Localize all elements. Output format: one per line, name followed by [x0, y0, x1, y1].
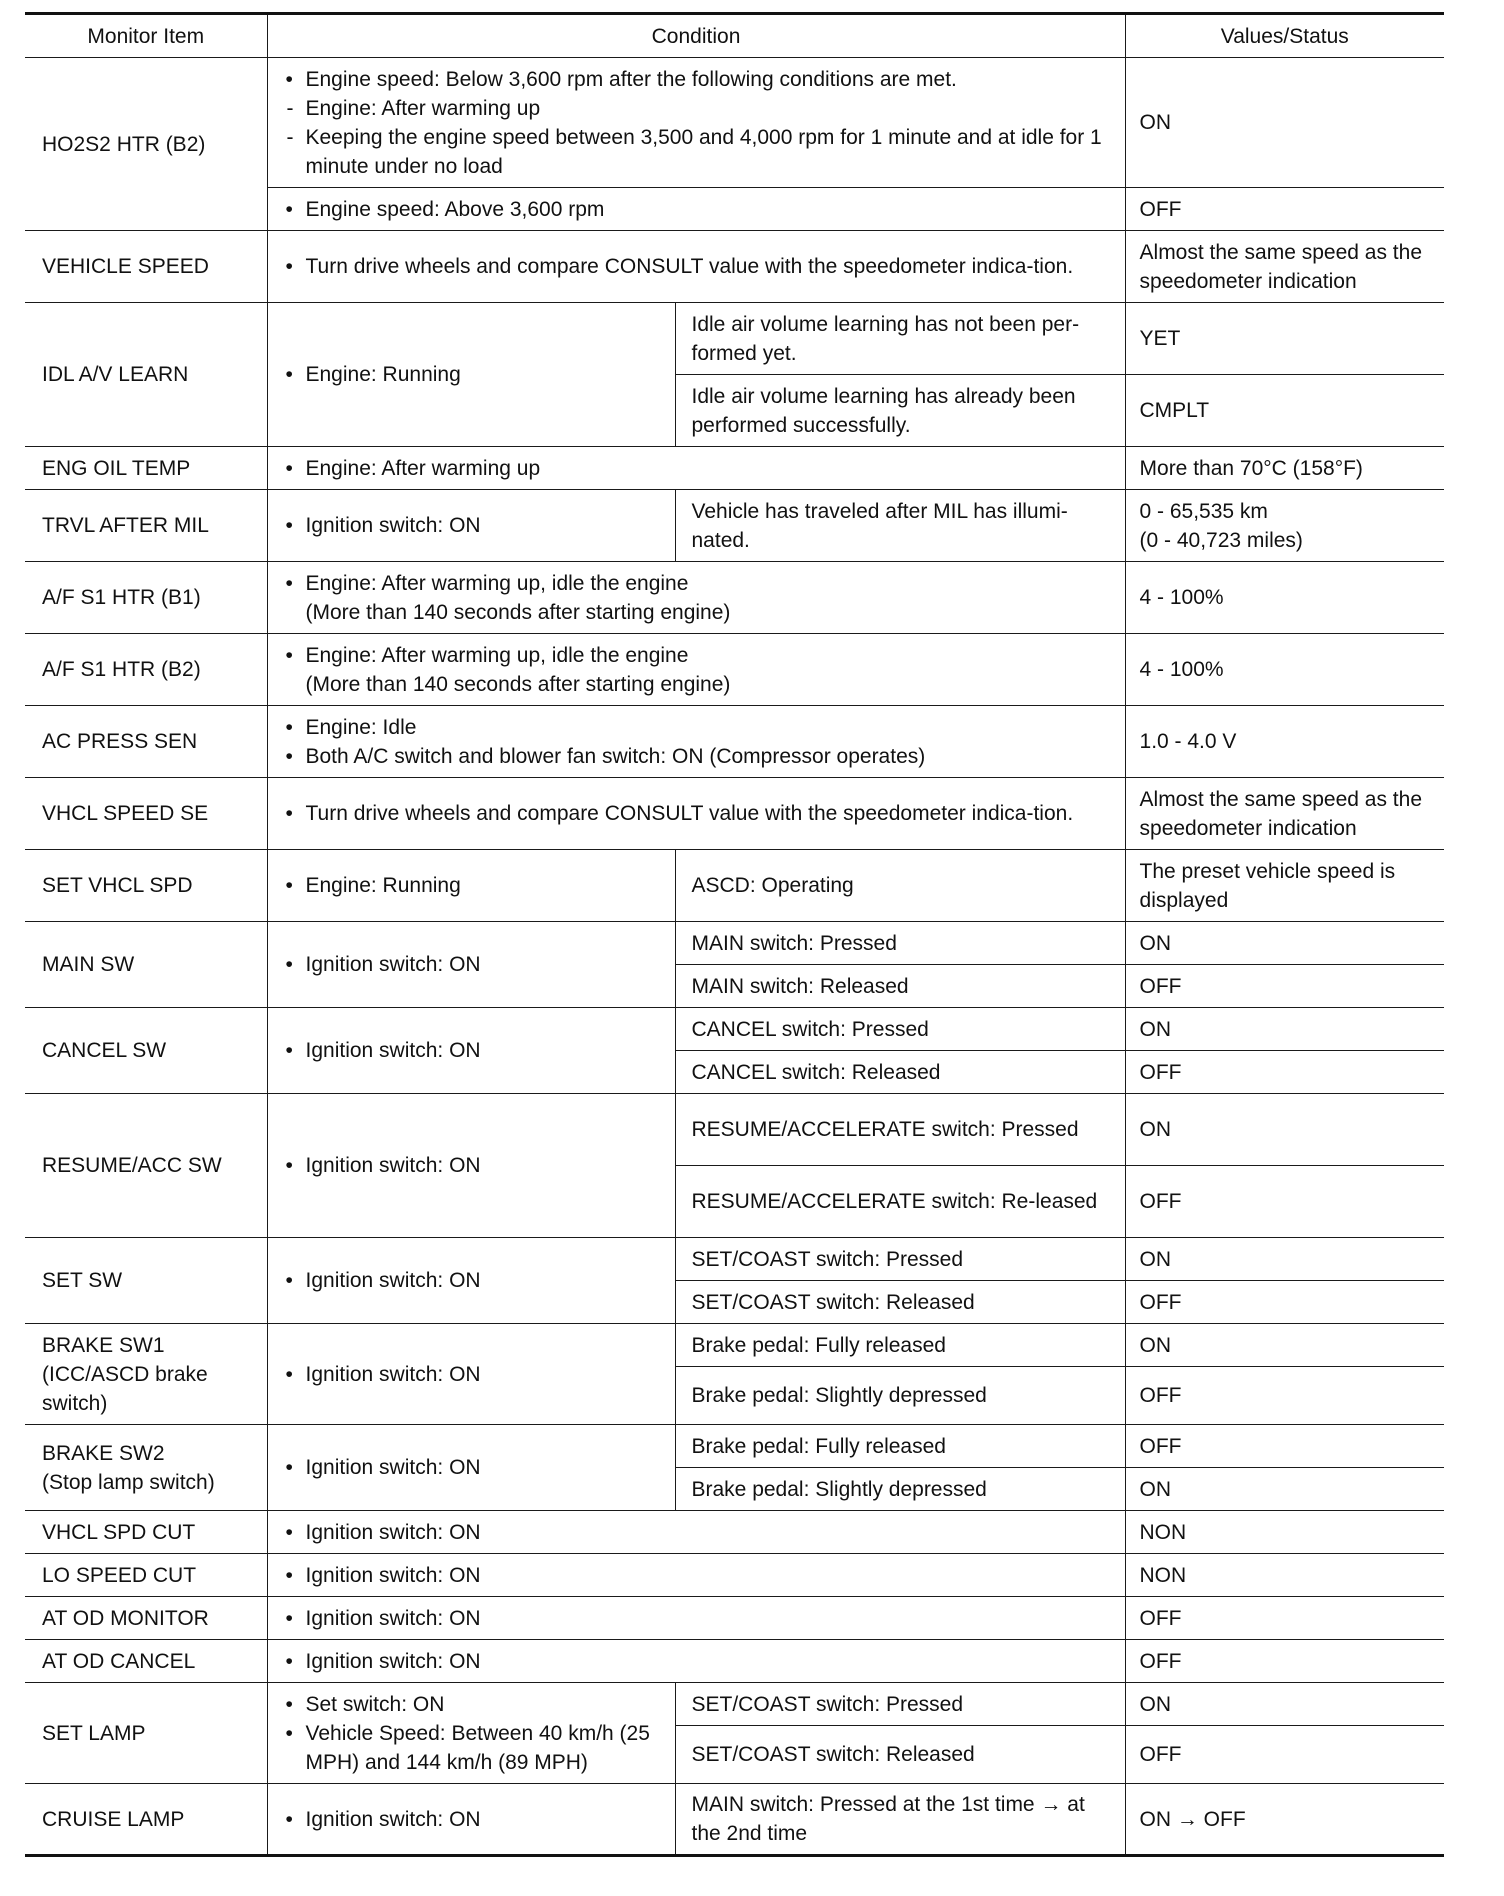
- table-row: [25, 778, 1444, 850]
- sub-condition-cell: ASCD: Operating: [675, 850, 1125, 922]
- value-cell: OFF: [1125, 1367, 1444, 1425]
- value-cell: ON: [1125, 922, 1444, 965]
- value-cell: [1125, 490, 1444, 562]
- sub-condition-cell: RESUME/ACCELERATE switch: Re-leased: [675, 1166, 1125, 1238]
- monitor-item-line: (Stop lamp switch): [42, 1470, 215, 1494]
- condition-continuation: (More than 140 seconds after starting engine): [305, 672, 731, 696]
- condition-cell: [267, 634, 1125, 706]
- monitor-item: VHCL SPD CUT: [25, 1511, 267, 1554]
- table-row: [25, 1238, 1444, 1281]
- monitor-item: A/F S1 HTR (B1): [25, 562, 267, 634]
- table-row: [25, 1554, 1444, 1597]
- value-cell: ON: [1125, 1683, 1444, 1726]
- condition-cell: [267, 447, 1125, 490]
- sub-condition-cell: Brake pedal: Fully released: [675, 1425, 1125, 1468]
- value-line: 0 - 65,535 km: [1139, 499, 1268, 523]
- table-row: [25, 922, 1444, 965]
- table-row: [25, 447, 1444, 490]
- table-row: [25, 303, 1444, 375]
- condition-bullet: • Engine: After warming up: [284, 454, 1114, 483]
- condition-cell: [267, 1008, 675, 1094]
- value-cell: ON: [1125, 1324, 1444, 1367]
- monitor-table-sheet: [25, 12, 1444, 1857]
- sub-condition-cell: CANCEL switch: Pressed: [675, 1008, 1125, 1051]
- condition-cell: [267, 562, 1125, 634]
- condition-bullet: • Engine: Running: [284, 871, 664, 900]
- sub-condition-cell: MAIN switch: Released: [675, 965, 1125, 1008]
- sub-condition-cell: MAIN switch: Pressed at the 1st time → at the 2nd time: [675, 1784, 1125, 1856]
- table-row: [25, 562, 1444, 634]
- monitor-items-table: [25, 12, 1444, 1857]
- table-row: [25, 706, 1444, 778]
- condition-bullet: • Ignition switch: ON: [284, 1151, 664, 1180]
- monitor-item: AC PRESS SEN: [25, 706, 267, 778]
- table-row: [25, 490, 1444, 562]
- monitor-item: CANCEL SW: [25, 1008, 267, 1094]
- monitor-item: A/F S1 HTR (B2): [25, 634, 267, 706]
- condition-continuation: (More than 140 seconds after starting engine): [305, 600, 731, 624]
- monitor-item: CRUISE LAMP: [25, 1784, 267, 1856]
- monitor-item: MAIN SW: [25, 922, 267, 1008]
- condition-bullet: • Ignition switch: ON: [284, 1805, 664, 1834]
- value-cell: OFF: [1125, 1051, 1444, 1094]
- sub-condition-cell: RESUME/ACCELERATE switch: Pressed: [675, 1094, 1125, 1166]
- value-cell: OFF: [1125, 1166, 1444, 1238]
- table-row: [25, 1008, 1444, 1051]
- condition-cell: [267, 1094, 675, 1238]
- table-row: [25, 1094, 1444, 1166]
- monitor-item-line: BRAKE SW1: [42, 1333, 165, 1357]
- condition-bullet: • Turn drive wheels and compare CONSULT value with the speedometer indica-tion.: [284, 799, 1114, 828]
- value-cell: NON: [1125, 1554, 1444, 1597]
- table-row: [25, 1425, 1444, 1468]
- condition-bullet: • Engine: Idle: [284, 713, 1114, 742]
- value-cell: YET: [1125, 303, 1444, 375]
- value-cell: Almost the same speed as the speedometer indication: [1125, 231, 1444, 303]
- condition-cell: [267, 490, 675, 562]
- sub-condition-cell: SET/COAST switch: Released: [675, 1726, 1125, 1784]
- condition-cell: [267, 188, 1125, 231]
- condition-bullet: • Engine speed: Below 3,600 rpm after the following conditions are met.: [284, 65, 1114, 94]
- value-cell: More than 70°C (158°F): [1125, 447, 1444, 490]
- condition-cell: [267, 1425, 675, 1511]
- table-row: [25, 1511, 1444, 1554]
- condition-cell: [267, 850, 675, 922]
- condition-bullet: • Ignition switch: ON: [284, 1561, 1114, 1590]
- monitor-item: SET VHCL SPD: [25, 850, 267, 922]
- value-cell: OFF: [1125, 965, 1444, 1008]
- value-cell: CMPLT: [1125, 375, 1444, 447]
- condition-bullet: • Ignition switch: ON: [284, 950, 664, 979]
- value-cell: NON: [1125, 1511, 1444, 1554]
- value-cell: 4 - 100%: [1125, 562, 1444, 634]
- condition-cell: [267, 1324, 675, 1425]
- monitor-item: HO2S2 HTR (B2): [25, 58, 267, 231]
- condition-dash: - Keeping the engine speed between 3,500 and 4,000 rpm for 1 minute and at idle for 1 minute under no load: [284, 123, 1114, 181]
- table-row: [25, 1683, 1444, 1726]
- condition-bullet: • Set switch: ON: [284, 1690, 664, 1719]
- condition-bullet: • Engine: Running: [284, 360, 664, 389]
- condition-cell: [267, 303, 675, 447]
- value-cell: Almost the same speed as the speedometer indication: [1125, 778, 1444, 850]
- condition-cell: [267, 706, 1125, 778]
- header-row: [25, 14, 1444, 58]
- condition-bullet: • Ignition switch: ON: [284, 511, 664, 540]
- value-cell: OFF: [1125, 1597, 1444, 1640]
- table-row: [25, 1597, 1444, 1640]
- condition-bullet: • Ignition switch: ON: [284, 1604, 1114, 1633]
- header-values-status: Values/Status: [1125, 14, 1444, 58]
- sub-condition-cell: Brake pedal: Slightly depressed: [675, 1468, 1125, 1511]
- condition-cell: [267, 922, 675, 1008]
- value-cell: OFF: [1125, 1726, 1444, 1784]
- value-cell: ON: [1125, 1238, 1444, 1281]
- condition-bullet: • Ignition switch: ON: [284, 1360, 664, 1389]
- table-row: [25, 1324, 1444, 1367]
- condition-bullet: • Engine: After warming up, idle the engine: [284, 641, 1114, 670]
- sub-condition-cell: Brake pedal: Fully released: [675, 1324, 1125, 1367]
- table-row: [25, 231, 1444, 303]
- sub-condition-cell: SET/COAST switch: Pressed: [675, 1238, 1125, 1281]
- table-row: [25, 850, 1444, 922]
- value-cell: OFF: [1125, 1640, 1444, 1683]
- value-cell: ON: [1125, 1008, 1444, 1051]
- monitor-item: TRVL AFTER MIL: [25, 490, 267, 562]
- value-cell: ON → OFF: [1125, 1784, 1444, 1856]
- condition-bullet: • Ignition switch: ON: [284, 1518, 1114, 1547]
- header-monitor-item: Monitor Item: [25, 14, 267, 58]
- monitor-item-line: (ICC/ASCD brake switch): [42, 1362, 208, 1415]
- condition-cell: [267, 231, 1125, 303]
- monitor-item: SET LAMP: [25, 1683, 267, 1784]
- sub-condition-cell: CANCEL switch: Released: [675, 1051, 1125, 1094]
- condition-cell: [267, 778, 1125, 850]
- monitor-item: RESUME/ACC SW: [25, 1094, 267, 1238]
- value-cell: ON: [1125, 58, 1444, 188]
- value-cell: OFF: [1125, 1425, 1444, 1468]
- condition-cell: [267, 1640, 1125, 1683]
- condition-dash: - Engine: After warming up: [284, 94, 1114, 123]
- condition-bullet: • Turn drive wheels and compare CONSULT value with the speedometer indica-tion.: [284, 252, 1114, 281]
- header-condition: Condition: [267, 14, 1125, 58]
- value-cell: 1.0 - 4.0 V: [1125, 706, 1444, 778]
- condition-bullet: • Ignition switch: ON: [284, 1266, 664, 1295]
- sub-condition-cell: Idle air volume learning has not been per-formed yet.: [675, 303, 1125, 375]
- monitor-item: [25, 1324, 267, 1425]
- condition-cell: [267, 58, 1125, 188]
- monitor-item: VHCL SPEED SE: [25, 778, 267, 850]
- monitor-item: LO SPEED CUT: [25, 1554, 267, 1597]
- monitor-item: SET SW: [25, 1238, 267, 1324]
- condition-bullet: • Engine speed: Above 3,600 rpm: [284, 195, 1114, 224]
- condition-cell: [267, 1511, 1125, 1554]
- monitor-item: IDL A/V LEARN: [25, 303, 267, 447]
- value-cell: OFF: [1125, 1281, 1444, 1324]
- value-line: (0 - 40,723 miles): [1139, 528, 1303, 552]
- sub-condition-cell: SET/COAST switch: Pressed: [675, 1683, 1125, 1726]
- condition-cell: [267, 1597, 1125, 1640]
- monitor-item-line: BRAKE SW2: [42, 1441, 165, 1465]
- sub-condition-cell: Vehicle has traveled after MIL has illumi-nated.: [675, 490, 1125, 562]
- condition-bullet: • Ignition switch: ON: [284, 1036, 664, 1065]
- table-row: [25, 58, 1444, 188]
- value-cell: The preset vehicle speed is displayed: [1125, 850, 1444, 922]
- condition-cell: [267, 1554, 1125, 1597]
- condition-bullet: • Ignition switch: ON: [284, 1647, 1114, 1676]
- value-cell: 4 - 100%: [1125, 634, 1444, 706]
- value-cell: ON: [1125, 1094, 1444, 1166]
- condition-cell: [267, 1238, 675, 1324]
- monitor-item: AT OD CANCEL: [25, 1640, 267, 1683]
- value-cell: OFF: [1125, 188, 1444, 231]
- sub-condition-cell: SET/COAST switch: Released: [675, 1281, 1125, 1324]
- table-row: [25, 634, 1444, 706]
- condition-cell: [267, 1683, 675, 1784]
- condition-bullet: • Ignition switch: ON: [284, 1453, 664, 1482]
- condition-bullet: • Both A/C switch and blower fan switch: ON (Compressor operates): [284, 742, 1114, 771]
- monitor-item: VEHICLE SPEED: [25, 231, 267, 303]
- table-row: [25, 1640, 1444, 1683]
- sub-condition-cell: MAIN switch: Pressed: [675, 922, 1125, 965]
- table-row: [25, 1784, 1444, 1856]
- condition-bullet: • Vehicle Speed: Between 40 km/h (25 MPH) and 144 km/h (89 MPH): [284, 1719, 664, 1777]
- monitor-item: [25, 1425, 267, 1511]
- condition-bullet: • Engine: After warming up, idle the engine: [284, 569, 1114, 598]
- monitor-item: ENG OIL TEMP: [25, 447, 267, 490]
- value-cell: ON: [1125, 1468, 1444, 1511]
- sub-condition-cell: Brake pedal: Slightly depressed: [675, 1367, 1125, 1425]
- sub-condition-cell: Idle air volume learning has already been performed successfully.: [675, 375, 1125, 447]
- condition-cell: [267, 1784, 675, 1856]
- monitor-item: AT OD MONITOR: [25, 1597, 267, 1640]
